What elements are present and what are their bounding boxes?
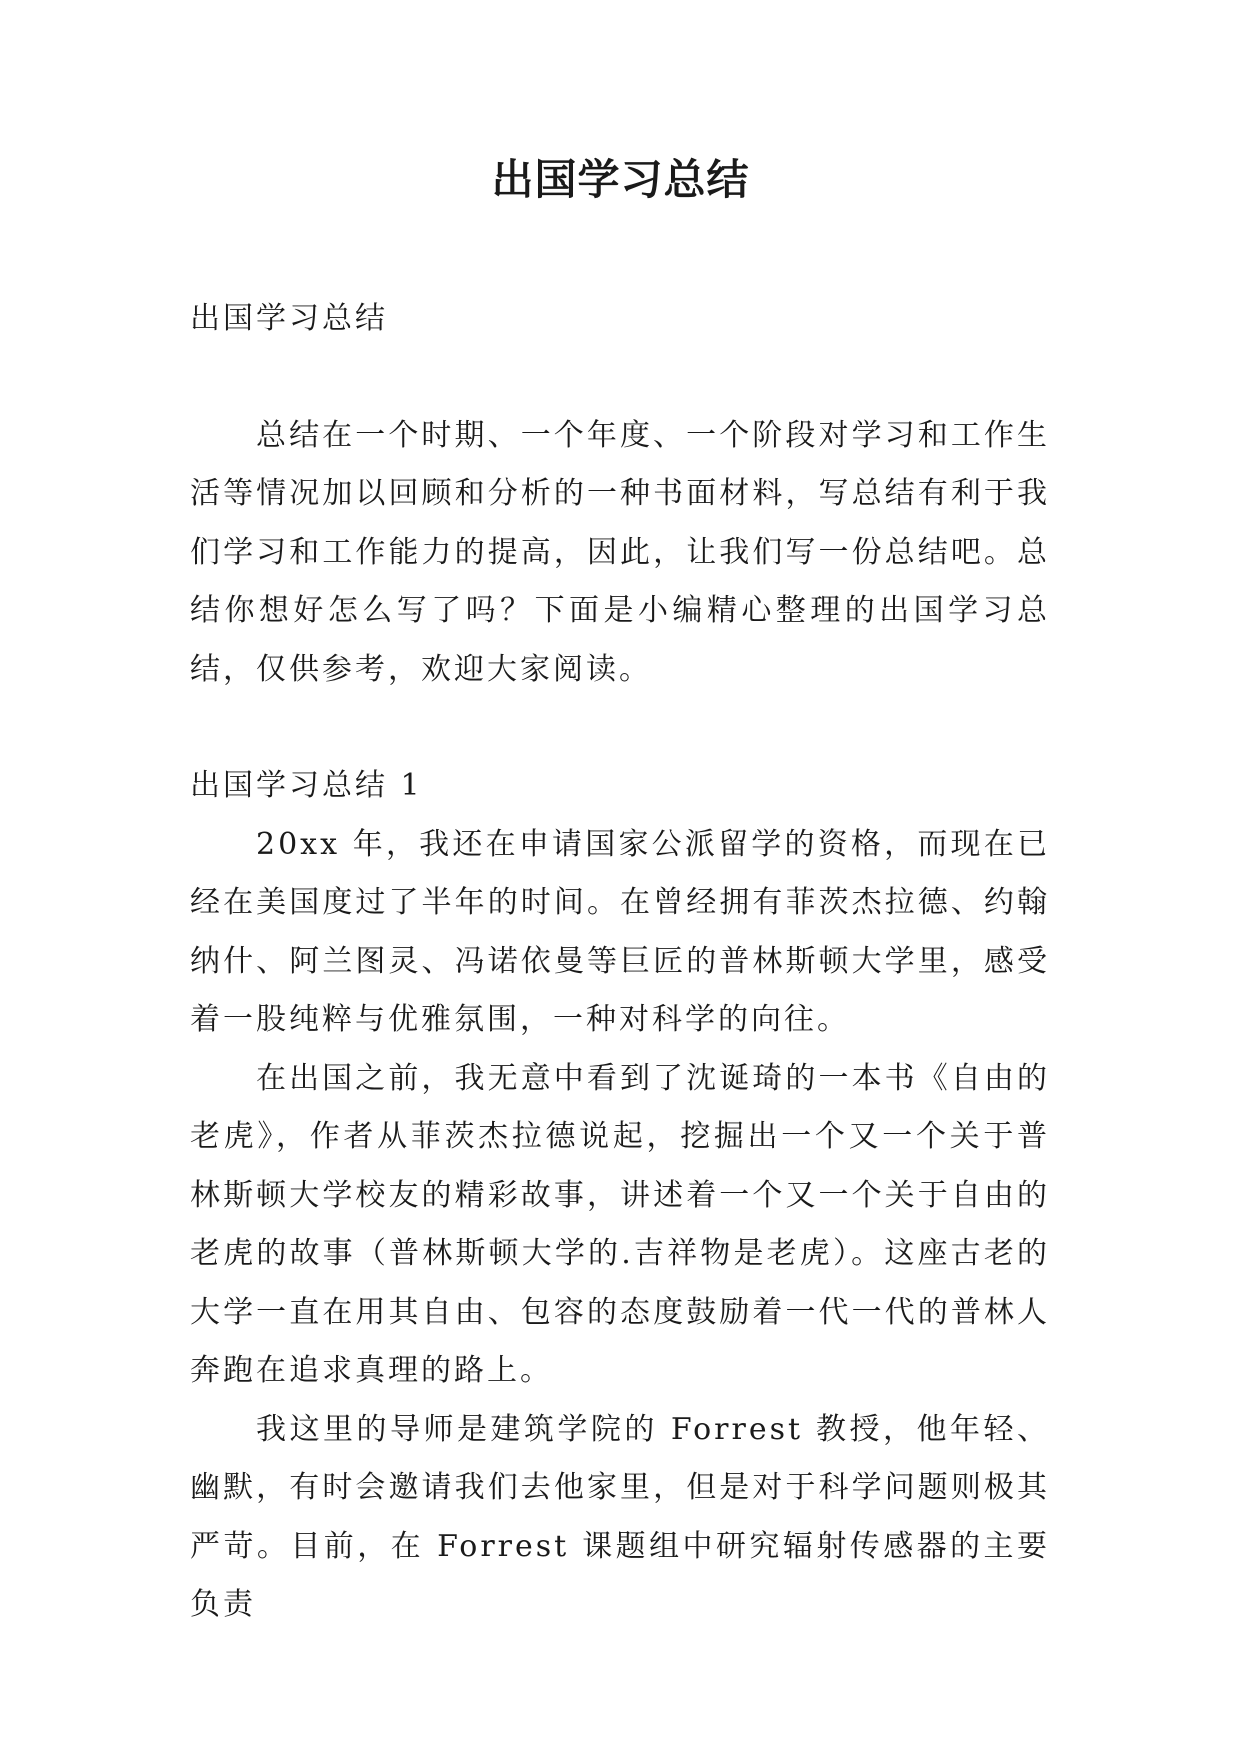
spacer xyxy=(190,349,1050,407)
body-paragraph-3: 我这里的导师是建筑学院的 Forrest 教授，他年轻、幽默，有时会邀请我们去他家里，但是对于科学问题则极其严苛。目前，在 Forrest 课题组中研究辐射传感器的主要负责 xyxy=(190,1411,1050,1622)
spacer xyxy=(190,699,1050,757)
document-subtitle: 出国学习总结 xyxy=(190,301,388,336)
document-body xyxy=(190,290,1050,1635)
body-paragraph-2: 在出国之前，我无意中看到了沈诞琦的一本书《自由的老虎》，作者从菲茨杰拉德说起，挖掘出一个又一个关于普林斯顿大学校友的精彩故事，讲述着一个又一个关于自由的老虎的故事（普林斯顿大学的.吉祥物是老虎）。这座古老的大学一直在用其自由、包容的态度鼓励着一代一代的普林人奔跑在追求真理的路上。 xyxy=(190,1060,1050,1388)
section-heading: 出国学习总结 1 xyxy=(190,768,423,803)
document-title: 出国学习总结 xyxy=(491,155,750,204)
body-paragraph-1: 20xx 年，我还在申请国家公派留学的资格，而现在已经在美国度过了半年的时间。在曾经拥有菲茨杰拉德、约翰纳什、阿兰图灵、冯诺依曼等巨匠的普林斯顿大学里，感受着一股纯粹与优雅氛围，一种对科学的向往。 xyxy=(190,826,1050,1037)
intro-paragraph: 总结在一个时期、一个年度、一个阶段对学习和工作生活等情况加以回顾和分析的一种书面材料，写总结有利于我们学习和工作能力的提高，因此，让我们写一份总结吧。总结你想好怎么写了吗？下面是小编精心整理的出国学习总结，仅供参考，欢迎大家阅读。 xyxy=(190,417,1050,687)
